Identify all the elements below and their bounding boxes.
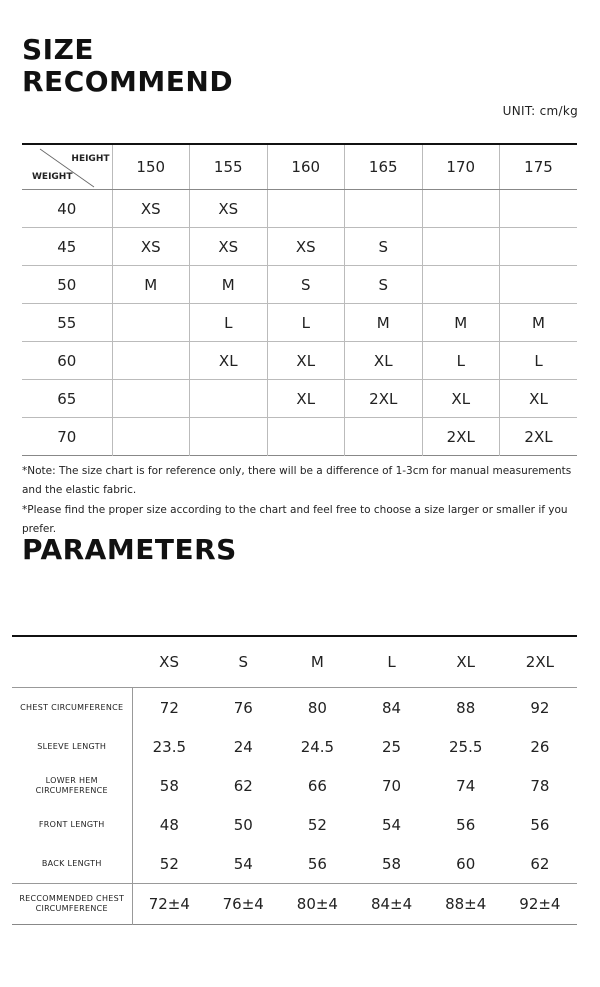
parameter-value: 84±4 — [354, 884, 428, 925]
size-header: XL — [429, 636, 503, 688]
size-cell — [345, 418, 423, 456]
parameter-row — [12, 805, 577, 844]
parameter-value: 88 — [456, 698, 476, 717]
parameter-value: 56 — [456, 815, 476, 834]
size-cell — [112, 380, 190, 418]
parameter-value: 62 — [530, 854, 550, 873]
parameter-value: 84 — [382, 698, 402, 717]
parameter-label: LOWER HEM CIRCUMFERENCE — [12, 766, 132, 805]
size-cell — [422, 266, 500, 304]
parameter-value: 48 — [159, 815, 179, 834]
note-reference: *Note: The size chart is for reference only, there will be a difference of 1-3cm for manual measurements and the elastic fabric. — [22, 465, 572, 496]
size-cell: S — [345, 228, 423, 266]
height-header: 160 — [267, 144, 345, 190]
size-cell: M — [190, 266, 268, 304]
parameter-value: 80 — [307, 698, 327, 717]
size-cell: S — [267, 266, 345, 304]
weight-corner-label: WEIGHT — [32, 172, 73, 182]
parameter-value: 56 — [307, 854, 327, 873]
parameter-row — [12, 844, 577, 884]
weight-cell: 70 — [22, 418, 112, 456]
parameter-value: 74 — [456, 776, 476, 795]
parameter-value: 52 — [307, 815, 327, 834]
parameter-value: 66 — [307, 776, 327, 795]
size-cell: XS — [190, 190, 268, 228]
size-table-row — [22, 190, 577, 228]
size-cell: XL — [267, 342, 345, 380]
parameter-label: CHEST CIRCUMFERENCE — [12, 688, 132, 728]
size-cell: M — [112, 266, 190, 304]
parameter-value: 56 — [530, 815, 550, 834]
parameter-value: 58 — [159, 776, 179, 795]
parameter-label: RECCOMMENDED CHEST CIRCUMFERENCE — [12, 884, 132, 925]
size-cell — [345, 190, 423, 228]
parameter-value: 88±4 — [429, 884, 503, 925]
size-cell: M — [500, 304, 578, 342]
weight-cell: 40 — [57, 199, 77, 218]
size-cell: XS — [267, 228, 345, 266]
size-cell — [500, 190, 578, 228]
weight-cell: 45 — [22, 228, 112, 266]
parameter-value: 52 — [159, 854, 179, 873]
size-table-row — [22, 228, 577, 266]
size-header: M — [280, 636, 354, 688]
height-header: 170 — [422, 144, 500, 190]
size-cell: L — [422, 342, 500, 380]
parameter-value: 92 — [530, 698, 550, 717]
size-table-header-row — [22, 144, 577, 190]
size-cell — [112, 418, 190, 456]
size-cell — [422, 228, 500, 266]
size-cell: XL — [267, 380, 345, 418]
size-table-row — [22, 380, 577, 418]
size-cell — [190, 380, 268, 418]
height-header: 150 — [112, 144, 190, 190]
size-cell — [267, 418, 345, 456]
parameter-value: 26 — [530, 737, 550, 756]
weight-cell: 55 — [22, 304, 112, 342]
size-cell: M — [422, 304, 500, 342]
parameter-value: 24.5 — [300, 737, 335, 756]
weight-cell: 50 — [22, 266, 112, 304]
size-cell: XS — [190, 228, 268, 266]
size-table-row — [22, 304, 577, 342]
height-corner-label: HEIGHT — [71, 154, 110, 164]
size-cell: XL — [422, 380, 500, 418]
size-cell — [112, 342, 190, 380]
size-cell: 2XL — [422, 418, 500, 456]
size-cell: 2XL — [500, 418, 578, 456]
parameters-table — [12, 635, 577, 925]
size-cell: XS — [112, 228, 190, 266]
size-table-row — [22, 418, 577, 456]
size-cell — [190, 418, 268, 456]
diagonal-divider — [22, 145, 112, 189]
size-header: 2XL — [503, 636, 577, 688]
weight-cell: 65 — [22, 380, 112, 418]
parameter-row — [12, 727, 577, 766]
size-table-row — [22, 266, 577, 304]
parameter-value: 76 — [233, 698, 253, 717]
parameter-label: SLEEVE LENGTH — [12, 727, 132, 766]
parameter-value: 58 — [382, 854, 402, 873]
corner-cell — [22, 144, 112, 190]
parameter-row — [12, 688, 577, 728]
size-title-line1: SIZE — [22, 33, 95, 66]
size-cell — [500, 228, 578, 266]
size-cell: S — [345, 266, 423, 304]
size-title-line2: RECOMMEND — [22, 65, 234, 98]
parameter-value: 25.5 — [449, 737, 483, 756]
parameter-row — [12, 884, 577, 925]
size-cell — [500, 266, 578, 304]
size-cell: L — [267, 304, 345, 342]
height-header: 175 — [500, 144, 578, 190]
parameter-row — [12, 766, 577, 805]
parameter-value: 60 — [456, 854, 476, 873]
parameter-value: 72±4 — [132, 884, 206, 925]
size-cell: XL — [345, 342, 423, 380]
size-header: XS — [132, 636, 206, 688]
size-table-row — [22, 342, 577, 380]
parameters-header-row — [12, 636, 577, 688]
parameter-label: BACK LENGTH — [12, 844, 132, 884]
size-cell: L — [500, 342, 578, 380]
unit-label: UNIT: cm/kg — [502, 104, 578, 118]
parameter-value: 54 — [382, 815, 402, 834]
parameter-value: 78 — [530, 776, 550, 795]
size-cell — [112, 304, 190, 342]
parameter-value: 24 — [233, 737, 253, 756]
parameter-value: 54 — [233, 854, 253, 873]
parameter-value: 25 — [382, 737, 402, 756]
parameter-value: 76±4 — [206, 884, 280, 925]
size-cell: 2XL — [345, 380, 423, 418]
parameter-value: 62 — [233, 776, 253, 795]
size-cell: XL — [500, 380, 578, 418]
parameter-label: FRONT LENGTH — [12, 805, 132, 844]
size-cell: M — [345, 304, 423, 342]
parameters-corner-cell — [12, 636, 132, 688]
height-header: 155 — [190, 144, 268, 190]
size-cell: XS — [112, 190, 190, 228]
size-cell — [422, 190, 500, 228]
parameter-value: 23.5 — [152, 737, 187, 756]
note-choose-size: *Please find the proper size according to the chart and feel free to choose a size larger or smaller if you prefer. — [22, 504, 568, 535]
parameter-value: 72 — [159, 698, 179, 717]
size-cell: XL — [190, 342, 268, 380]
size-header: L — [354, 636, 428, 688]
weight-cell: 60 — [22, 342, 112, 380]
height-header: 165 — [345, 144, 423, 190]
parameters-title: PARAMETERS — [22, 533, 237, 566]
parameter-value: 70 — [382, 776, 402, 795]
size-cell: L — [190, 304, 268, 342]
size-cell — [267, 190, 345, 228]
parameter-value: 92±4 — [503, 884, 577, 925]
size-header: S — [206, 636, 280, 688]
size-recommend-table — [22, 143, 577, 456]
parameter-value: 50 — [233, 815, 253, 834]
parameter-value: 80±4 — [280, 884, 354, 925]
